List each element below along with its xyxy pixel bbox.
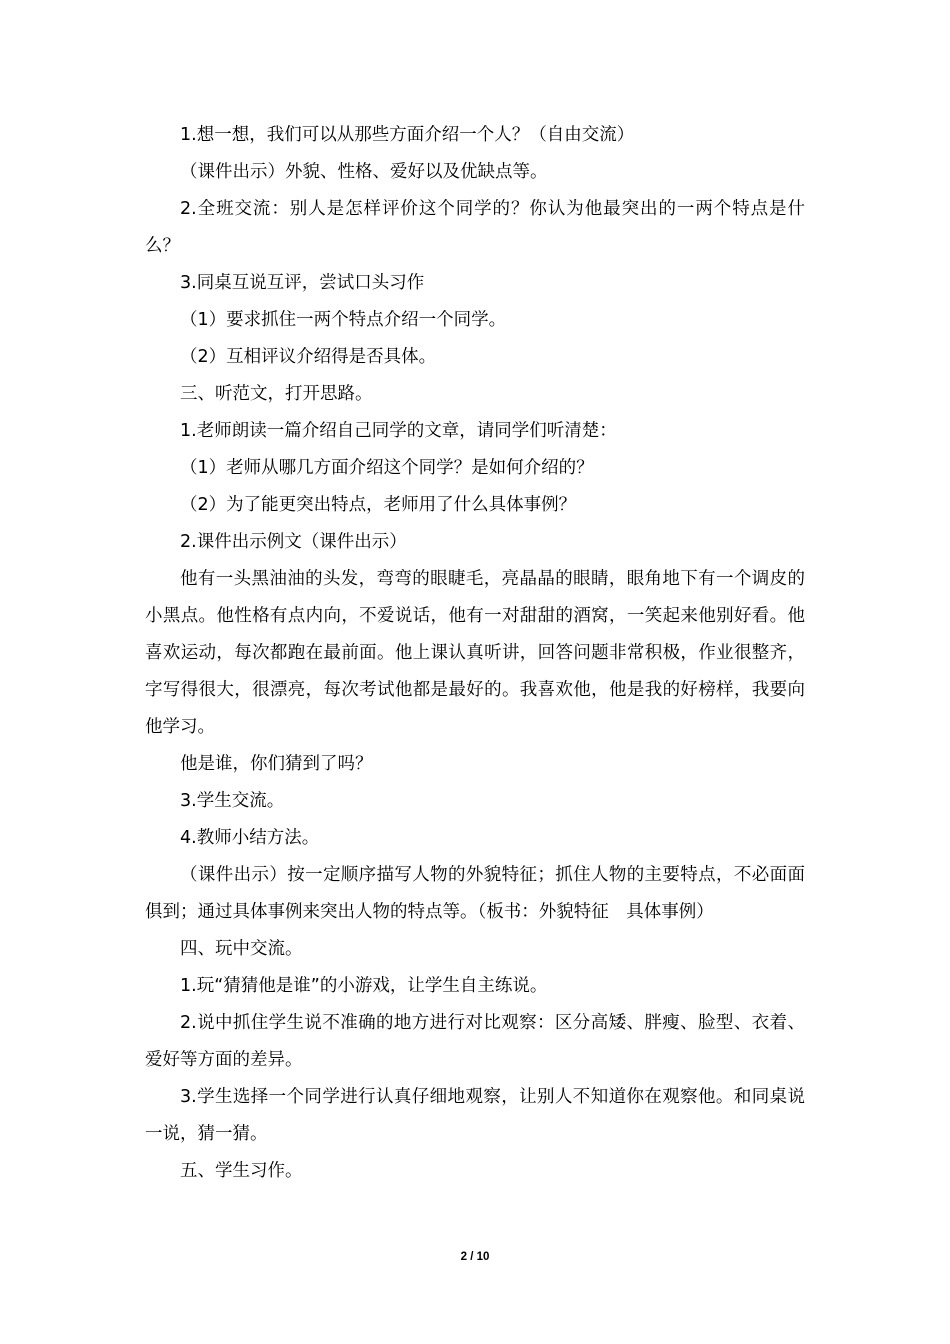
section-heading: 三、听范文，打开思路。 [180,384,373,404]
paragraph: 3.同桌互说互评，尝试口头习作 [180,273,425,293]
paragraph: 2.课件出示例文（课件出示） [180,532,407,552]
paragraph: （2）互相评议介绍得是否具体。 [180,347,437,367]
section-heading: 四、玩中交流。 [180,939,303,959]
paragraph: （1）老师从哪几方面介绍这个同学？是如何介绍的？ [180,458,594,478]
paragraph: 2.全班交流：别人是怎样评价这个同学的？你认为他最突出的一两个特点是什么？ [145,199,805,256]
paragraph: 3.学生交流。 [180,791,285,811]
paragraph: （课件出示）按一定顺序描写人物的外貌特征；抓住人物的主要特点，不必面面俱到；通过具体事例来突出人物的特点等。（板书：外貌特征 具体事例） [145,865,805,922]
paragraph: 他是谁，你们猜到了吗？ [180,754,373,774]
page-number: 2 / 10 [460,1251,490,1263]
paragraph: 1.老师朗读一篇介绍自己同学的文章，请同学们听清楚： [180,421,617,441]
paragraph: （1）要求抓住一两个特点介绍一个同学。 [180,310,507,330]
paragraph: 1.想一想，我们可以从那些方面介绍一个人？（自由交流） [180,125,635,145]
paragraph: 2.说中抓住学生说不准确的地方进行对比观察：区分高矮、胖瘦、脸型、衣着、爱好等方面的差异。 [145,1013,805,1070]
paragraph: （课件出示）外貌、性格、爱好以及优缺点等。 [180,162,548,182]
paragraph: 3.学生选择一个同学进行认真仔细地观察，让别人不知道你在观察他。和同桌说一说，猜一猜。 [145,1087,805,1144]
paragraph: 1.玩“猜猜他是谁”的小游戏，让学生自主练说。 [180,976,548,996]
paragraph: 4.教师小结方法。 [180,828,320,848]
example-text: 他有一头黑油油的头发，弯弯的眼睫毛，亮晶晶的眼睛，眼角地下有一个调皮的小黑点。他性格有点内向，不爱说话，他有一对甜甜的酒窝，一笑起来他别好看。他喜欢运动，每次都跑在最前面。他上课认真听讲，回答问题非常积极，作业很整齐，字写得很大，很漂亮，每次考试他都是最好的。我喜欢他，他是我的好榜样，我要向他学习。 [145,569,805,737]
section-heading: 五、学生习作。 [180,1161,303,1181]
paragraph: （2）为了能更突出特点，老师用了什么具体事例？ [180,495,577,515]
document-body [145,117,805,1190]
